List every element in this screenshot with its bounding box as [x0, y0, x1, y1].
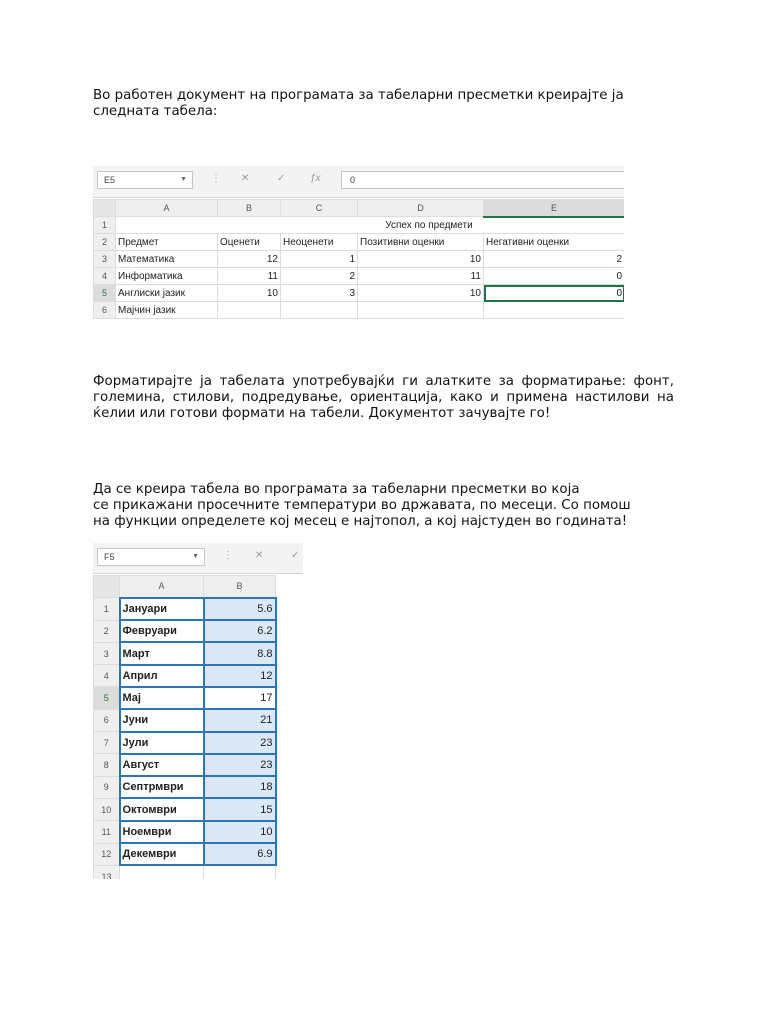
row-number[interactable]: 5 [94, 285, 116, 302]
cell[interactable]: 0 [484, 268, 625, 285]
table-row [94, 798, 276, 820]
dropdown-arrow-icon: ▼ [192, 553, 199, 560]
more-dots-icon: ⋮ [211, 173, 221, 184]
cell[interactable]: 3 [281, 285, 358, 302]
active-cell-e5[interactable]: 0 [484, 285, 625, 302]
more-dots-icon: ⋮ [223, 550, 233, 561]
dropdown-arrow-icon: ▼ [180, 176, 187, 183]
name-box[interactable] [97, 548, 205, 566]
table-row [94, 732, 276, 754]
temperature-cell[interactable]: 15 [204, 798, 276, 820]
cell[interactable] [281, 302, 358, 319]
row-number[interactable]: 11 [94, 821, 120, 843]
header-cell[interactable]: Предмет [116, 234, 218, 251]
sheet2-grid [93, 575, 277, 879]
header-cell[interactable]: Неоценети [281, 234, 358, 251]
column-header-b[interactable]: B [218, 200, 281, 217]
cell[interactable]: 1 [281, 251, 358, 268]
month-cell[interactable]: Јануари [120, 598, 204, 620]
cell[interactable]: 10 [358, 251, 484, 268]
temperature-task-paragraph [93, 482, 674, 530]
intro-paragraph [93, 88, 674, 120]
row-number[interactable]: 9 [94, 776, 120, 798]
column-header-a[interactable]: A [120, 576, 204, 598]
row-number[interactable]: 3 [94, 642, 120, 664]
select-all-corner[interactable] [94, 576, 120, 598]
row-number[interactable]: 4 [94, 665, 120, 687]
month-cell[interactable]: Јуни [120, 709, 204, 731]
month-cell[interactable]: Февруари [120, 620, 204, 642]
intro-line-1: Во работен документ на програмата за табеларни пресметки креирајте ја [93, 88, 624, 103]
row-number[interactable]: 3 [94, 251, 116, 268]
task-line-1: Да се креира табела во програмата за табеларни пресметки во која [93, 482, 580, 497]
task-line-3: на функции определете кој месец е најтопол, а кој најстуден во годината! [93, 514, 628, 529]
temperature-rows [94, 598, 276, 879]
month-cell[interactable]: Ноември [120, 821, 204, 843]
table-row [94, 302, 625, 319]
cell[interactable] [218, 302, 281, 319]
cell[interactable]: 11 [358, 268, 484, 285]
column-header-b[interactable]: B [204, 576, 276, 598]
row-number[interactable]: 1 [94, 217, 116, 234]
row-number[interactable]: 2 [94, 620, 120, 642]
table-row [94, 285, 625, 302]
cancel-x-icon: ✕ [255, 550, 264, 561]
table-row [94, 843, 276, 865]
cell[interactable]: Математика [116, 251, 218, 268]
month-cell[interactable]: Август [120, 754, 204, 776]
table-row [94, 620, 276, 642]
header-cell[interactable]: Оценети [218, 234, 281, 251]
row-number[interactable]: 1 [94, 598, 120, 620]
formatting-text: Форматирајте ја табелата употребувајќи ги алатките за форматирање: фонт, големина, стилови, подредување, ориентација, како и примена настилови на ќелии или готови формати на табели. Документот зачувајте го! [93, 374, 674, 421]
table-row [94, 642, 276, 664]
table-row [94, 268, 625, 285]
row-number[interactable]: 6 [94, 709, 120, 731]
month-cell[interactable]: Јули [120, 732, 204, 754]
row-number[interactable]: 2 [94, 234, 116, 251]
cancel-x-icon: ✕ [241, 173, 250, 184]
table-row [94, 598, 276, 620]
cell[interactable]: 2 [281, 268, 358, 285]
cell[interactable]: 11 [218, 268, 281, 285]
month-cell[interactable]: Април [120, 665, 204, 687]
cell[interactable]: 12 [218, 251, 281, 268]
table-row [94, 709, 276, 731]
header-cell[interactable]: Позитивни оценки [358, 234, 484, 251]
table-row [94, 217, 625, 234]
column-header-d[interactable]: D [358, 200, 484, 217]
temperature-cell[interactable]: 18 [204, 776, 276, 798]
temperature-cell[interactable]: 23 [204, 732, 276, 754]
row-number[interactable]: 4 [94, 268, 116, 285]
select-all-corner[interactable] [94, 200, 116, 217]
row-number[interactable]: 7 [94, 732, 120, 754]
table-title-cell[interactable]: Успех по предмети [116, 217, 625, 234]
confirm-check-icon: ✓ [277, 173, 286, 184]
month-cell[interactable]: Декември [120, 843, 204, 865]
name-box-value: F5 [104, 552, 115, 562]
cell[interactable]: Информатика [116, 268, 218, 285]
intro-line-2: следната табела: [93, 104, 218, 119]
month-cell[interactable]: Септрмври [120, 776, 204, 798]
cell[interactable]: Мајчин јазик [116, 302, 218, 319]
table-row [94, 665, 276, 687]
name-box[interactable] [97, 171, 193, 189]
temperature-cell[interactable]: 21 [204, 709, 276, 731]
temperature-cell[interactable]: 8.8 [204, 642, 276, 664]
spreadsheet-screenshot-1 [93, 166, 624, 327]
table-row [94, 251, 625, 268]
month-cell[interactable]: Мај [120, 687, 204, 709]
formula-input[interactable] [341, 171, 624, 189]
cell[interactable]: 10 [218, 285, 281, 302]
header-cell[interactable]: Негативни оценки [484, 234, 625, 251]
confirm-check-icon: ✓ [291, 550, 300, 561]
function-fx-icon: ƒx [310, 173, 321, 184]
column-header-row [94, 200, 625, 217]
table-row [94, 821, 276, 843]
cell[interactable] [358, 302, 484, 319]
spreadsheet-screenshot-2 [93, 543, 303, 879]
month-cell[interactable]: Март [120, 642, 204, 664]
temperature-cell[interactable]: 10 [204, 821, 276, 843]
temperature-cell[interactable]: 23 [204, 754, 276, 776]
column-header-e[interactable]: E [484, 200, 625, 217]
table-row [94, 234, 625, 251]
row-number[interactable]: 8 [94, 754, 120, 776]
task-line-2: се прикажани просечните температури во државата, по месеци. Со помош [93, 498, 631, 513]
formula-bar [93, 543, 303, 574]
temperature-cell[interactable]: 6.9 [204, 843, 276, 865]
temperature-cell[interactable]: 6.2 [204, 620, 276, 642]
column-header-row [94, 576, 276, 598]
cell[interactable]: Англиски јазик [116, 285, 218, 302]
sheet1-grid [93, 199, 624, 319]
temperature-cell[interactable]: 17 [204, 687, 276, 709]
cell[interactable] [484, 302, 625, 319]
row-number[interactable]: 5 [94, 687, 120, 709]
column-header-c[interactable]: C [281, 200, 358, 217]
formula-bar [93, 166, 624, 198]
table-row [94, 754, 276, 776]
name-box-value: E5 [104, 175, 116, 185]
formula-value: 0 [350, 175, 356, 185]
row-number[interactable]: 10 [94, 798, 120, 820]
column-header-a[interactable]: A [116, 200, 218, 217]
cell[interactable] [204, 865, 276, 879]
table-row [94, 865, 276, 879]
cell[interactable] [120, 865, 204, 879]
table-row [94, 687, 276, 709]
month-cell[interactable]: Октомври [120, 798, 204, 820]
row-number[interactable]: 6 [94, 302, 116, 319]
temperature-cell[interactable]: 5.6 [204, 598, 276, 620]
temperature-cell[interactable]: 12 [204, 665, 276, 687]
cell[interactable]: 2 [484, 251, 625, 268]
row-number[interactable]: 12 [94, 843, 120, 865]
row-number[interactable]: 13 [94, 865, 120, 879]
cell[interactable]: 10 [358, 285, 484, 302]
table-row [94, 776, 276, 798]
formatting-paragraph [93, 374, 674, 422]
